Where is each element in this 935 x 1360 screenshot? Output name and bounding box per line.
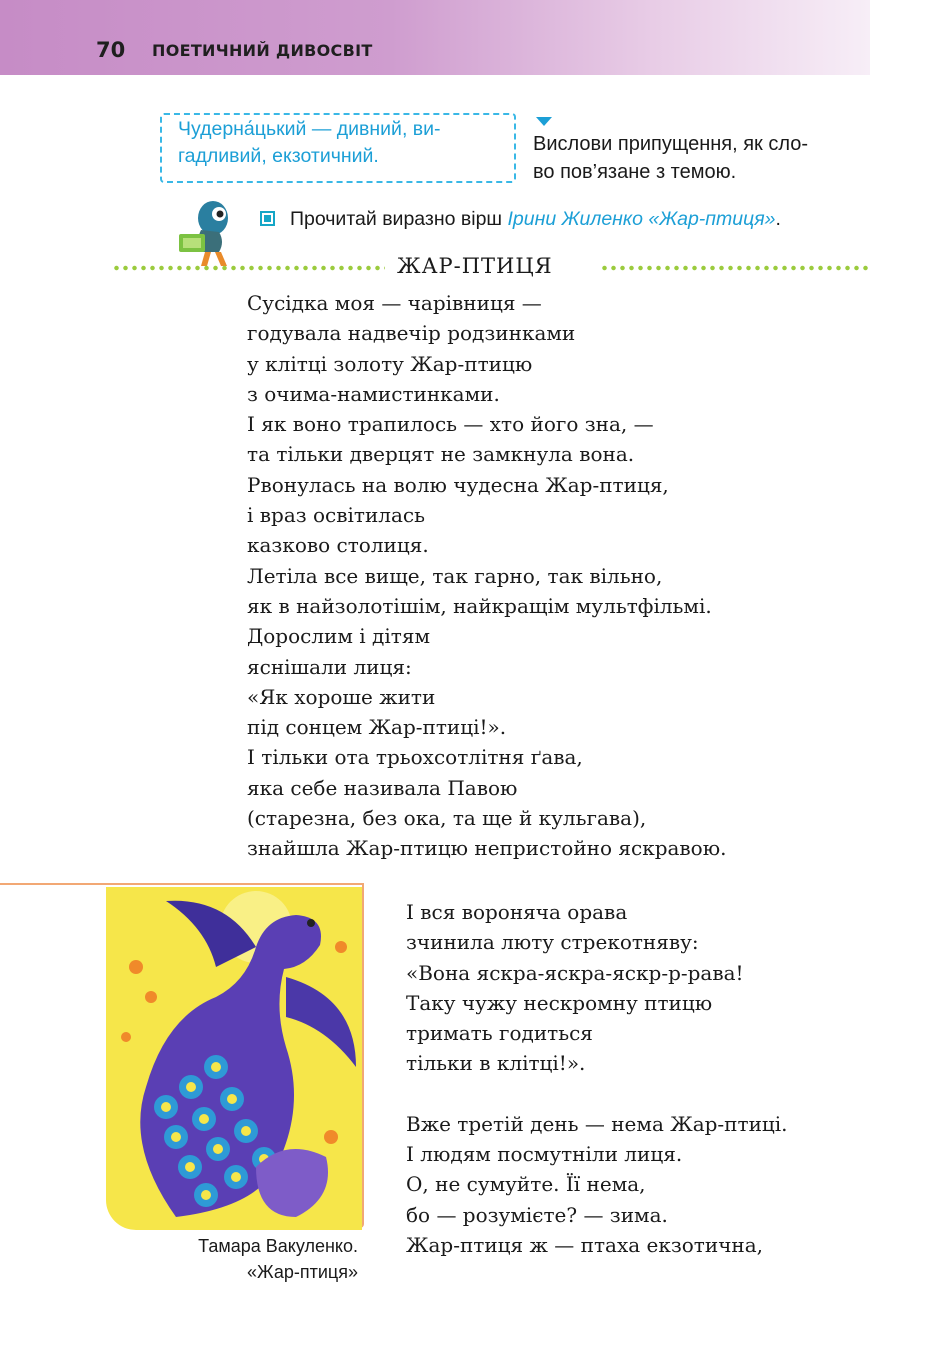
poem-line: «Вона яскра-яскра-яскр-р-рава!: [406, 960, 744, 985]
task-marker-icon: [260, 211, 275, 226]
poem-line: І як воно трапилось — хто його зна, —: [247, 412, 654, 437]
prediction-task-line: Вислови припущення, як сло-: [533, 133, 809, 155]
page-header: [0, 0, 870, 75]
caption-artist: Тамара Вакуленко.: [198, 1236, 358, 1256]
poem-stanza-1: [247, 288, 727, 864]
poem-line: Рвонулась на волю чудесна Жар-птиця,: [247, 472, 669, 497]
glossary-line: гадливий, екзотичний.: [178, 145, 379, 167]
firebird-painting: [106, 887, 362, 1230]
caption-title: «Жар-птиця»: [247, 1262, 358, 1282]
reading-task: [290, 205, 781, 233]
poem-title: ЖАР-ПТИЦЯ: [397, 254, 553, 278]
poem-author-reference: Ірини Жиленко «Жар-птиця»: [507, 208, 776, 230]
stanza-gap: [406, 1079, 788, 1109]
poem-line: яснішали лиця:: [247, 654, 412, 679]
dotted-divider-left: [112, 265, 385, 271]
page-number: 70: [96, 38, 126, 62]
poem-line: у клітці золоту Жар-птицю: [247, 351, 533, 376]
poem-line: яка себе називала Павою: [247, 775, 518, 800]
glossary-text: [178, 116, 508, 170]
prediction-task-line: во пов’язане з темою.: [533, 161, 737, 183]
poem-line: тільки в клітці!».: [406, 1051, 586, 1076]
reading-task-end: .: [775, 208, 781, 230]
triangle-marker-icon: [536, 117, 552, 126]
poem-line: тримать годиться: [406, 1021, 593, 1046]
reading-character-icon: [175, 196, 237, 270]
poem-line: казково столиця.: [247, 533, 429, 558]
running-title: ПОЕТИЧНИЙ ДИВОСВІТ: [152, 41, 373, 60]
poem-stanza-2: [406, 897, 788, 1260]
poem-line: Летіла все вище, так гарно, так вільно,: [247, 563, 663, 588]
illustration-caption: [198, 1233, 358, 1285]
poem-line: «Як хороше жити: [247, 684, 436, 709]
poem-line: Таку чужу нескромну птицю: [406, 990, 713, 1015]
poem-line: О, не сумуйте. Її нема,: [406, 1172, 646, 1197]
poem-line: Сусідка моя — чарівниця —: [247, 291, 542, 315]
poem-line: з очима-намистинками.: [247, 381, 500, 406]
poem-line: під сонцем Жар-птиці!».: [247, 715, 507, 740]
poem-line: І тільки ота трьохсотлітня ґава,: [247, 745, 583, 770]
poem-line: годувала надвечір родзинками: [247, 321, 576, 346]
poem-line: І людям посмутніли лиця.: [406, 1142, 683, 1167]
poem-line: Жар-птиця ж — птаха екзотична,: [406, 1232, 764, 1257]
poem-line: бо — розумієте? — зима.: [406, 1202, 668, 1227]
poem-line: зчинила люту стрекотняву:: [406, 930, 699, 955]
reading-task-text: Прочитай виразно вірш: [290, 208, 508, 230]
poem-line: Дорослим і дітям: [247, 624, 430, 649]
dotted-divider-right: [600, 265, 868, 271]
poem-line: як в найзолотішім, найкращім мультфільмі.: [247, 593, 712, 618]
poem-line: і враз освітилась: [247, 503, 426, 528]
prediction-task: [533, 130, 878, 186]
poem-line: та тільки дверцят не замкнула вона.: [247, 442, 635, 467]
poem-line: знайшла Жар-птицю непристойно яскравою.: [247, 836, 727, 861]
poem-line: Вже третій день — нема Жар-птиці.: [406, 1111, 788, 1136]
poem-line: І вся вороняча орава: [406, 900, 628, 924]
glossary-line: Чудерна́цький — дивний, ви-: [178, 118, 441, 140]
poem-line: (старезна, без ока, та ще й кульгава),: [247, 806, 647, 831]
